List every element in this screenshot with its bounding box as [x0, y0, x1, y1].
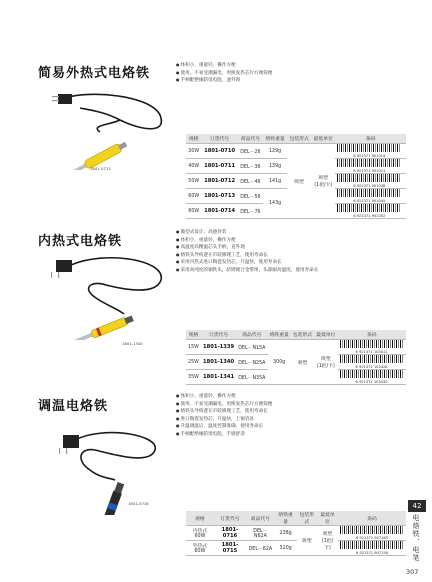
column-header: 商品代号 [236, 330, 267, 340]
feature-item: ● 手柄配绝缘防烫电阻，手感舒适 [176, 431, 396, 439]
cell-barcode [338, 370, 406, 385]
cell-unit: 吸塑 (1把/卡) [314, 340, 337, 385]
barcode-number: 6 921371 907158 [355, 551, 388, 555]
barcode-image [340, 541, 404, 549]
column-header: 规格 [186, 511, 214, 526]
cell-pack: 吸塑 [291, 340, 314, 385]
cell-unit: 吸塑 (1把/卡) [317, 526, 338, 556]
image-caption-2: 1801-1340 [122, 341, 143, 346]
column-header: 规格 [186, 330, 201, 340]
cell-weight: 139g [263, 159, 287, 174]
cell-code: 1801-1339 [201, 340, 236, 355]
cell-spec: 内热式 60W [186, 526, 214, 541]
cell-code: 1801-0715 [214, 541, 246, 556]
feature-item: ● 使用、不易受潮漏电，更换发热芯片方便简便 [176, 401, 396, 409]
barcode-number: 6 921371 901021 [353, 169, 386, 173]
cell-barcode [338, 541, 406, 556]
cell-code: 1801-0711 [201, 159, 237, 174]
column-header: 包装形式 [287, 134, 311, 144]
cell-sku: DEL－76 [238, 204, 263, 219]
barcode-number: 6 921371 103435 [355, 380, 388, 384]
cell-barcode [335, 159, 406, 174]
cell-barcode [335, 189, 406, 204]
feature-item: ● 使用、不易受潮漏电，更换发热芯片方便简便 [176, 70, 376, 78]
feature-item: ● 高温度高精温芯头手柄，直外现 [176, 244, 396, 252]
column-header: 条码 [338, 511, 406, 526]
column-header: 包装形式 [291, 330, 314, 340]
image-caption-3: 1801-0716 [128, 501, 149, 506]
cell-code: 1801-1341 [201, 370, 236, 385]
table-row [186, 144, 406, 159]
barcode-number: 6 921371 103411 [355, 350, 388, 354]
cell-sku: DEL－N15A [236, 340, 267, 355]
cell-spec: 40W [186, 159, 201, 174]
cell-code: 1801-1340 [201, 355, 236, 370]
cell-spec: 30W [186, 144, 201, 159]
column-header: 包装形式 [297, 511, 318, 526]
section-title-2: 内热式电烙铁 [38, 234, 123, 249]
feature-item: ● 体积小，重量轻，操作方便 [176, 237, 396, 245]
cell-spec: 80W [186, 204, 201, 219]
barcode-image [340, 355, 404, 363]
cell-sku: DEL－36 [238, 159, 263, 174]
barcode-number: 6 921371 901038 [353, 184, 386, 188]
column-header: 商品代号 [246, 511, 275, 526]
column-header: 烙铁重量 [263, 134, 287, 144]
barcode-image [337, 204, 401, 212]
cell-spec: 50W [186, 174, 201, 189]
cell-code: 1801-0713 [201, 189, 237, 204]
cell-barcode [338, 526, 406, 541]
barcode-number: 6 921371 901052 [353, 214, 386, 218]
external-soldering-iron-image [50, 80, 180, 170]
feature-item: ● 进口陶瓷发热芯，升温快，上锡容易 [176, 416, 396, 424]
features-list-3 [176, 393, 396, 439]
column-header: 订货代号 [201, 134, 237, 144]
spec-table-1 [186, 134, 406, 219]
cell-sku: DEL－N35A [236, 370, 267, 385]
column-header: 订货代号 [214, 511, 246, 526]
cell-spec: 60W [186, 189, 201, 204]
page-number: 307 [406, 568, 419, 576]
internal-soldering-iron-image [46, 250, 176, 340]
cell-spec: 外热式 60W [186, 541, 214, 556]
features-list-1 [176, 62, 376, 85]
feature-item: ● 采用高纯度的铜铁头，防锈镀合金带组，头部耐高温度，使用寿命长 [176, 267, 396, 275]
barcode-number: 6 921371 907165 [355, 536, 388, 540]
column-header: 最低单位 [317, 511, 338, 526]
cell-code: 1801-0716 [214, 526, 246, 541]
cell-barcode [335, 174, 406, 189]
feature-item: ● 升温调温后，温度控制准确，使用寿命长 [176, 423, 396, 431]
column-header: 烙铁重量 [268, 330, 291, 340]
cell-barcode [338, 355, 406, 370]
cell-sku: DEL－N62A [246, 526, 275, 541]
cell-code: 1801-0710 [201, 144, 237, 159]
table-row [186, 541, 406, 556]
chapter-tab-number: 42 [408, 500, 426, 512]
feature-item: ● 烙铁头导构逻在市较修理工艺，使用寿命长 [176, 252, 396, 260]
barcode-image [340, 526, 404, 534]
barcode-image [337, 174, 401, 182]
table-row [186, 526, 406, 541]
column-header: 条码 [335, 134, 406, 144]
column-header: 订货代号 [201, 330, 236, 340]
cell-spec: 35W [186, 370, 201, 385]
cell-weight: 141g [263, 174, 287, 189]
table-header-row [186, 511, 406, 526]
section-title-3: 调温电烙铁 [38, 399, 109, 414]
chapter-tab-label: 电烙铁、电笔 [412, 514, 420, 562]
cell-weight: 129g [263, 144, 287, 159]
cell-barcode [335, 144, 406, 159]
column-header: 规格 [186, 134, 201, 144]
column-header: 条码 [338, 330, 406, 340]
cell-sku: DEL－N25A [236, 355, 267, 370]
table-header-row [186, 330, 406, 340]
table-header-row [186, 134, 406, 144]
cell-unit: 吸塑 (1把/卡) [311, 144, 335, 219]
cell-sku: DEL－26 [238, 144, 263, 159]
features-list-2 [176, 229, 396, 275]
barcode-image [340, 370, 404, 378]
cell-pack: 吸塑 [287, 144, 311, 219]
barcode-image [340, 340, 404, 348]
feature-item: ● 烙铁头导构逻在市较修理工艺，使用寿命长 [176, 408, 396, 416]
barcode-number: 6 921371 901045 [353, 199, 386, 203]
column-header: 最低单位 [314, 330, 337, 340]
cell-barcode [335, 204, 406, 219]
barcode-number: 6 921371 901014 [353, 154, 386, 158]
cell-sku: DEL－62A [246, 541, 275, 556]
feature-item: ● 体积小，重量轻，操作方便 [176, 393, 396, 401]
barcode-image [337, 144, 401, 152]
barcode-image [337, 189, 401, 197]
image-caption-1: 1801-0711 [90, 166, 111, 171]
cell-code: 1801-0712 [201, 174, 237, 189]
feature-item: ● 手柄配绝缘防烫电阻，遮外现 [176, 77, 376, 85]
cell-spec: 15W [186, 340, 201, 355]
column-header: 商品代号 [238, 134, 263, 144]
section-title-1: 简易外热式电烙铁 [38, 66, 151, 81]
spec-table-3 [186, 511, 406, 556]
cell-spec: 25W [186, 355, 201, 370]
table-row [186, 340, 406, 355]
feature-item: ● 微型式设计，高感封装 [176, 229, 396, 237]
barcode-number: 6 921371 103428 [355, 365, 388, 369]
feature-item: ● 体积小，重量轻，操作方便 [176, 62, 376, 70]
cell-barcode [338, 340, 406, 355]
cell-sku: DEL－56 [238, 189, 263, 204]
barcode-image [337, 159, 401, 167]
cell-weight: 320g [275, 541, 297, 556]
cell-code: 1801-0714 [201, 204, 237, 219]
column-header: 烙铁重量 [275, 511, 297, 526]
column-header: 最低单位 [311, 134, 335, 144]
spec-table-2 [186, 330, 406, 385]
cell-weight: 300g [268, 340, 291, 385]
cell-weight: 143g [263, 189, 287, 219]
feature-item: ● 采用内热式进口陶瓷发热芯，升温快，使用寿命长 [176, 259, 396, 267]
cell-sku: DEL－46 [238, 174, 263, 189]
cell-weight: 238g [275, 526, 297, 541]
cell-pack: 吸塑 [297, 526, 318, 556]
